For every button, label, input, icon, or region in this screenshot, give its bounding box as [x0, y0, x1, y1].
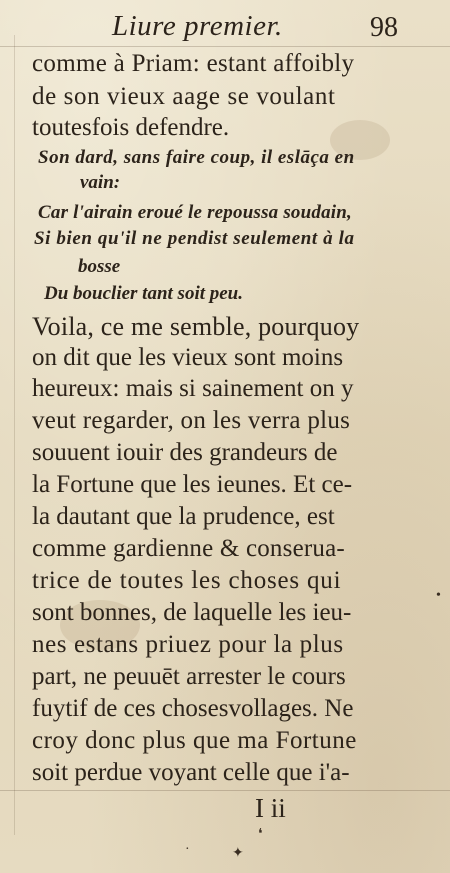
prose-line: veut regarder, on les verra plus [32, 407, 351, 434]
ink-speck-icon: • [436, 588, 441, 603]
verse-line: bosse [78, 256, 121, 277]
prose-line: fuytif de ces chosesvollages. Ne [32, 695, 354, 722]
prose-line: sont bonnes, de laquelle les ieu- [32, 599, 352, 626]
ink-speck-icon: ❛ [258, 827, 263, 842]
prose-line: souuent iouir des grandeurs de [32, 439, 338, 466]
page-edge-line [14, 35, 15, 835]
prose-line: la Fortune que les ieunes. Et ce- [32, 471, 353, 498]
prose-line: nes estans priuez pour la plus [32, 631, 344, 658]
prose-line: Voila, ce me semble, pourquoy [32, 312, 360, 341]
prose-line: on dit que les vieux sont moins [32, 344, 344, 371]
signature-mark: I ii [255, 793, 286, 823]
prose-line: comme gardienne & conserua- [32, 535, 345, 562]
prose-line: toutesfois defendre. [32, 114, 230, 141]
page-number: 98 [370, 12, 398, 43]
prose-line: trice de toutes les choses qui [32, 567, 342, 594]
prose-line: de son vieux aage se voulant [32, 83, 336, 110]
verse-line: Si bien qu'il ne pendist seulement à la [34, 228, 355, 249]
verse-line: Son dard, sans faire coup, il eslāça en [38, 147, 355, 168]
prose-line: comme à Priam: estant affoibly [32, 50, 355, 77]
prose-line: heureux: mais si sainement on y [32, 375, 354, 402]
footer-fold-line [0, 790, 450, 791]
prose-line: part, ne peuuēt arrester le cours [32, 663, 346, 690]
ink-speck-icon: · [185, 842, 190, 857]
running-title: Liure premier. [112, 10, 283, 42]
prose-line: la dautant que la prudence, est [32, 503, 335, 530]
prose-line: croy donc plus que ma Fortune [32, 727, 357, 754]
verse-line: Du bouclier tant soit peu. [44, 283, 243, 304]
verse-line: vain: [80, 172, 121, 193]
ink-speck-icon: ✦ [232, 846, 244, 861]
prose-line: soit perdue voyant celle que i'a- [32, 759, 350, 786]
page-header [0, 8, 450, 48]
verse-line: Car l'airain eroué le repoussa soudain, [38, 202, 352, 223]
